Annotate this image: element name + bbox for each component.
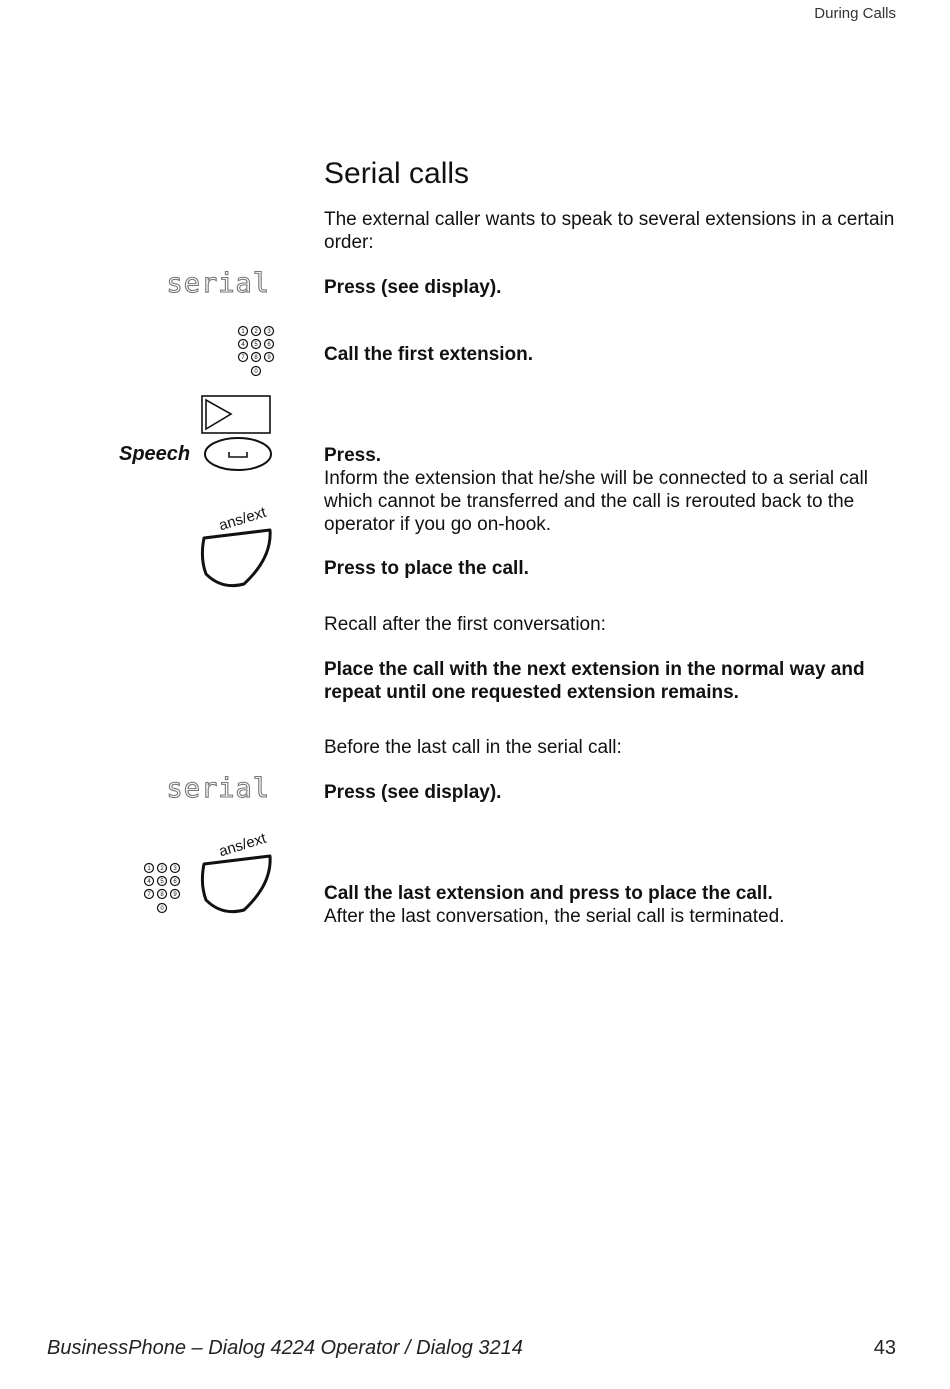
svg-text:7: 7 bbox=[241, 355, 245, 361]
svg-text:9: 9 bbox=[173, 892, 177, 898]
speech-key-icon bbox=[200, 395, 274, 473]
keypad-icon bbox=[236, 325, 278, 379]
step-call-first-extension: Call the first extension. bbox=[324, 344, 534, 365]
ans-ext-key-icon bbox=[196, 500, 278, 590]
footer-page-number: 43 bbox=[873, 1337, 896, 1359]
svg-text:3: 3 bbox=[173, 866, 177, 872]
svg-text:4: 4 bbox=[147, 879, 151, 885]
step-next-extension: Place the call with the next extension in the normal way and repeat until one requested extension remains. bbox=[324, 659, 865, 703]
step-press: Press. bbox=[324, 445, 382, 466]
svg-text:3: 3 bbox=[267, 329, 271, 335]
intro-text: The external caller wants to speak to several extensions in a certain order: bbox=[324, 209, 895, 253]
step-terminated-text: After the last conversation, the serial call is terminated. bbox=[324, 906, 785, 927]
ans-ext-key-label-2: ans/ext bbox=[216, 829, 269, 861]
svg-text:7: 7 bbox=[147, 892, 151, 898]
svg-text:1: 1 bbox=[241, 329, 245, 335]
svg-text:8: 8 bbox=[254, 355, 258, 361]
ans-ext-key-label: ans/ext bbox=[216, 503, 269, 535]
step-inform-text: Inform the extension that he/she will be connected to a serial call which cannot be transferred and the call is rerouted back to the operator if you go on-hook. bbox=[324, 468, 868, 535]
display-serial-label: serial bbox=[166, 268, 270, 299]
page-title: Serial calls bbox=[324, 157, 470, 190]
svg-text:4: 4 bbox=[241, 342, 245, 348]
before-last-call: Before the last call in the serial call: bbox=[324, 737, 622, 758]
svg-text:6: 6 bbox=[267, 342, 271, 348]
svg-text:8: 8 bbox=[160, 892, 164, 898]
svg-text:1: 1 bbox=[147, 866, 151, 872]
running-header: During Calls bbox=[814, 5, 896, 22]
footer-product: BusinessPhone – Dialog 4224 Operator / Dialog 3214 bbox=[47, 1337, 523, 1359]
svg-text:5: 5 bbox=[160, 879, 164, 885]
step-call-last-extension: Call the last extension and press to place the call. bbox=[324, 883, 773, 904]
svg-text:0: 0 bbox=[254, 369, 258, 375]
svg-text:6: 6 bbox=[173, 879, 177, 885]
step-press-display: Press (see display). bbox=[324, 277, 502, 298]
keypad-icon-2 bbox=[142, 862, 184, 916]
svg-text:2: 2 bbox=[160, 866, 164, 872]
step-press-place-call: Press to place the call. bbox=[324, 558, 529, 579]
svg-text:0: 0 bbox=[160, 906, 164, 912]
ans-ext-key-icon-2 bbox=[196, 826, 278, 916]
svg-text:2: 2 bbox=[254, 329, 258, 335]
svg-text:9: 9 bbox=[267, 355, 271, 361]
svg-text:5: 5 bbox=[254, 342, 258, 348]
speech-key-label: Speech bbox=[119, 443, 191, 465]
step-press-display-2: Press (see display). bbox=[324, 782, 502, 803]
recall-intro: Recall after the first conversation: bbox=[324, 614, 606, 635]
display-serial-label-2: serial bbox=[166, 773, 270, 804]
